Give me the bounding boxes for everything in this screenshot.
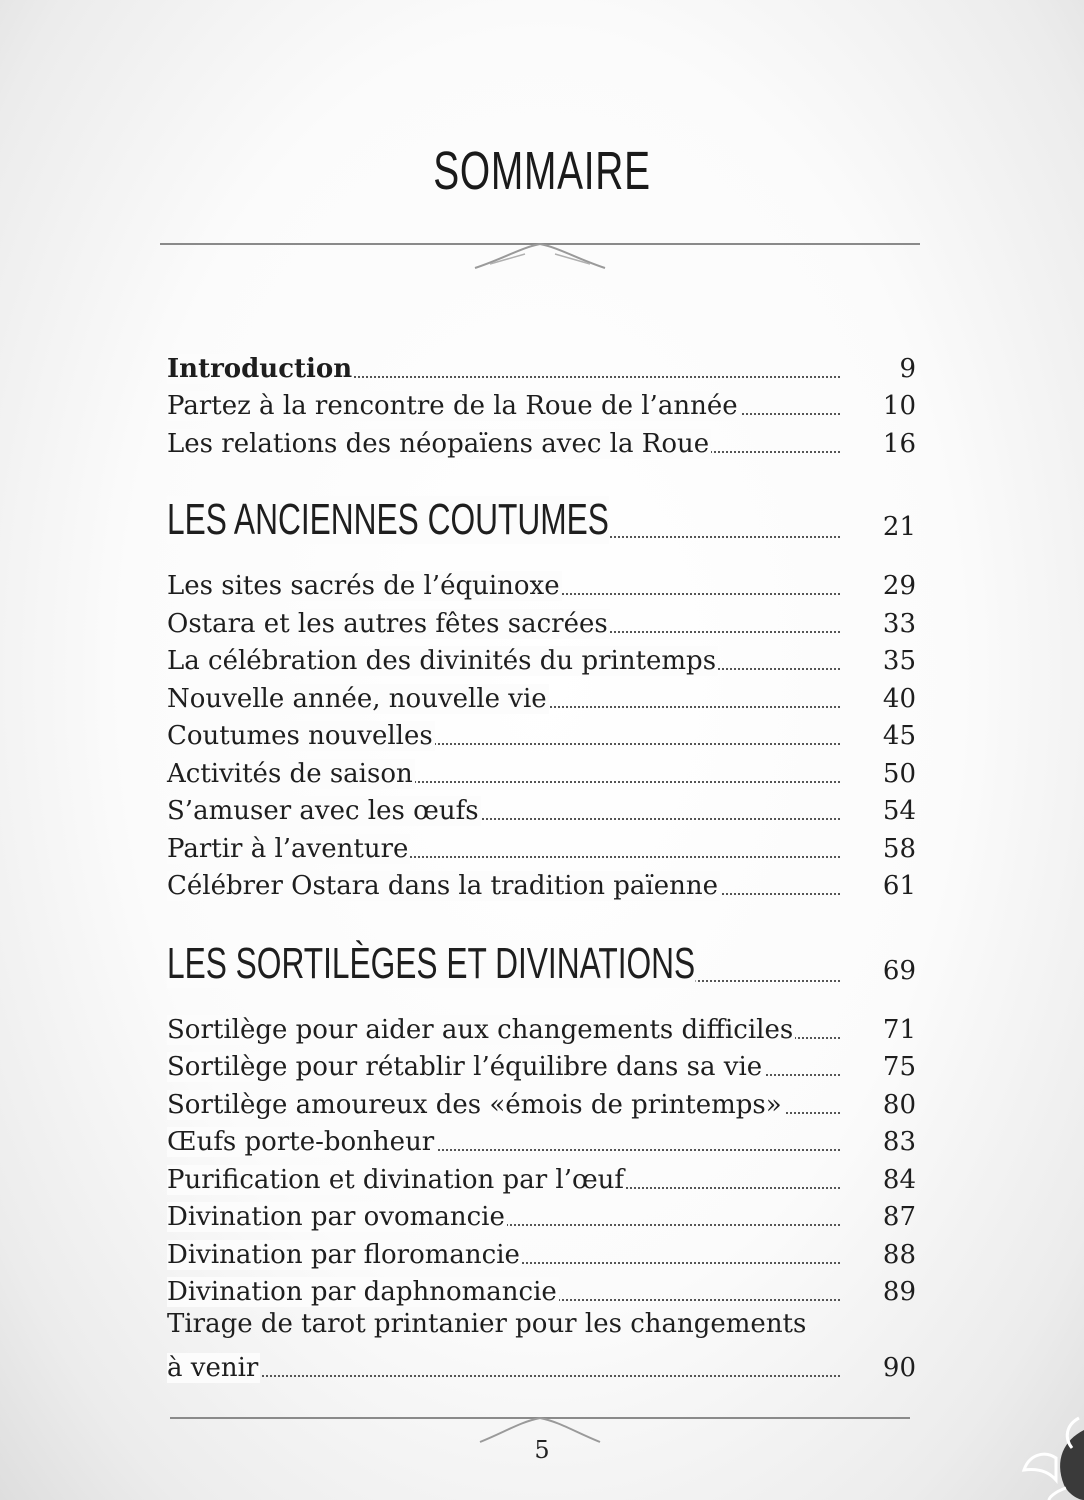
- toc-entry: Ostara et les autres fêtes sacrées 33: [167, 609, 916, 639]
- page-ref: 21: [882, 512, 916, 542]
- page-ref: 71: [882, 1015, 916, 1045]
- page-ref: 84: [882, 1165, 916, 1195]
- toc-entry: Divination par floromancie 88: [167, 1240, 916, 1270]
- toc-entry: Activités de saison 50: [167, 759, 916, 789]
- page-ref: 80: [882, 1090, 916, 1120]
- page-ref: 61: [882, 871, 916, 901]
- toc-entry: Purification et divination par l’œuf 84: [167, 1165, 916, 1195]
- page-title: SOMMAIRE: [433, 141, 651, 201]
- toc-entry: S’amuser avec les œufs 54: [167, 796, 916, 826]
- top-divider-ornament: [150, 236, 930, 276]
- page-ref: 89: [882, 1277, 916, 1307]
- toc-entry: Partez à la rencontre de la Roue de l’année 10: [167, 391, 916, 421]
- toc-entry-introduction: Introduction 9: [167, 354, 916, 384]
- page-ref: 29: [882, 571, 916, 601]
- toc-entry: Œufs porte-bonheur 83: [167, 1127, 916, 1157]
- page-ref: 90: [882, 1353, 916, 1383]
- page-ref: 35: [882, 646, 916, 676]
- page-ref: 9: [899, 354, 916, 384]
- page-ref: 45: [882, 721, 916, 751]
- page-number: 5: [534, 1436, 550, 1464]
- toc-entry: Les relations des néopaïens avec la Roue 16: [167, 429, 916, 459]
- toc-entry: Partir à l’aventure 58: [167, 834, 916, 864]
- toc-entry: Divination par daphnomancie 89: [167, 1277, 916, 1307]
- section-heading-anciennes-coutumes: LES ANCIENNES COUTUMES 21: [167, 495, 916, 544]
- page-ref: 75: [882, 1052, 916, 1082]
- toc-entry: Coutumes nouvelles 45: [167, 721, 916, 751]
- toc-entry: Les sites sacrés de l’équinoxe 29: [167, 571, 916, 601]
- toc-entry: Divination par ovomancie 87: [167, 1202, 916, 1232]
- toc-entry: Sortilège amoureux des «émois de printemps» 80: [167, 1090, 916, 1120]
- fleur-de-lis-corner-ornament: [994, 1400, 1084, 1500]
- toc-entry: Célébrer Ostara dans la tradition païenne 61: [167, 871, 916, 901]
- toc-entry: La célébration des divinités du printemps 35: [167, 646, 916, 676]
- page-ref: 40: [882, 684, 916, 714]
- page-ref: 10: [882, 391, 916, 421]
- page-ref: 69: [882, 956, 916, 986]
- page-ref: 58: [882, 834, 916, 864]
- page-ref: 16: [882, 429, 916, 459]
- page-ref: 87: [882, 1202, 916, 1232]
- section-heading-sortileges-divinations: LES SORTILÈGES ET DIVINATIONS 69: [167, 939, 916, 988]
- toc-entry: Sortilège pour aider aux changements difficiles 71: [167, 1015, 916, 1045]
- page-ref: 54: [882, 796, 916, 826]
- page-ref: 50: [882, 759, 916, 789]
- toc-entry-multiline: Tirage de tarot printanier pour les changements à venir 90: [167, 1309, 916, 1383]
- page-ref: 88: [882, 1240, 916, 1270]
- page-ref: 33: [882, 609, 916, 639]
- toc-entry: Nouvelle année, nouvelle vie 40: [167, 684, 916, 714]
- page-ref: 83: [882, 1127, 916, 1157]
- toc-entry: Sortilège pour rétablir l’équilibre dans sa vie 75: [167, 1052, 916, 1082]
